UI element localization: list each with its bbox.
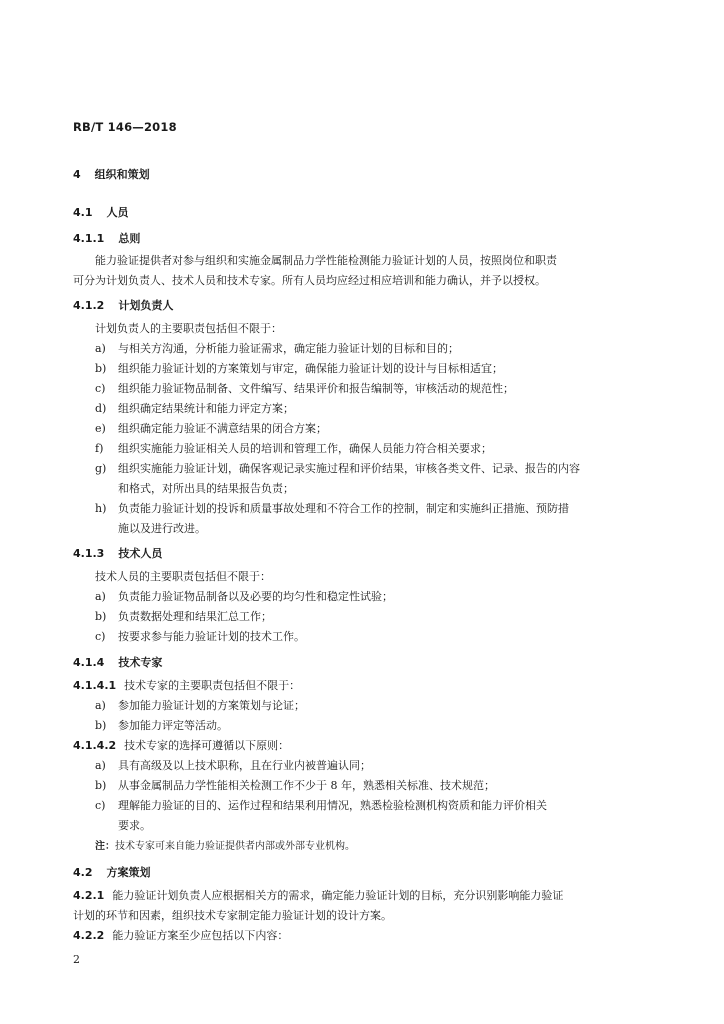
clause-4-1-4-1 [73, 679, 300, 693]
clause-number: 4.2.1 [73, 889, 105, 902]
section-4-1-4-heading [73, 656, 162, 670]
list-intro: 计划负责人的主要职责包括但不限于： [95, 322, 282, 335]
section-title: 技术人员 [118, 547, 163, 560]
list-item: 参加能力评定等活动。 [118, 719, 228, 732]
clause-number: 4.1.4.2 [73, 739, 117, 752]
list-item: 按要求参与能力验证计划的技术工作。 [118, 630, 305, 643]
list-item: 组织确定能力验证不满意结果的闭合方案； [118, 422, 327, 435]
list-item-label: a) [95, 699, 106, 712]
list-item: 具有高级及以上技术职称，且在行业内被普遍认同； [118, 759, 371, 772]
note-label: 注： [95, 841, 115, 852]
section-4-heading [73, 168, 150, 182]
paragraph-line: 能力验证提供者对参与组织和实施金属制品力学性能检测能力验证计划的人员，按照岗位和职责 [95, 254, 557, 267]
list-item: 组织能力验证物品制备、文件编写、结果评价和报告编制等，审核活动的规范性； [118, 382, 514, 395]
list-item: 理解能力验证的目的、运作过程和结果利用情况，熟悉检验检测机构资质和能力评价相关 [118, 799, 547, 812]
paragraph-line: 计划的环节和因素，组织技术专家制定能力验证计划的设计方案。 [73, 909, 392, 922]
section-number: 4 [73, 168, 81, 181]
list-item-label: h) [95, 502, 107, 515]
list-item-label: e) [95, 422, 106, 435]
section-title: 计划负责人 [118, 299, 174, 312]
section-title: 方案策划 [106, 866, 151, 879]
list-item: 参加能力验证计划的方案策划与论证； [118, 699, 305, 712]
section-4-1-3-heading [73, 547, 162, 561]
standard-code: RB/T 146—2018 [73, 120, 177, 134]
paragraph-line: 可分为计划负责人、技术人员和技术专家。所有人员均应经过相应培训和能力确认，并予以授权。 [73, 274, 546, 287]
section-4-1-1-heading [73, 232, 140, 246]
clause-number: 4.2.2 [73, 929, 105, 942]
list-item: 组织实施能力验证相关人员的培训和管理工作，确保人员能力符合相关要求； [118, 442, 492, 455]
clause-4-1-4-2 [73, 739, 289, 753]
list-item-continued: 要求。 [118, 819, 151, 832]
list-item-label: a) [95, 342, 106, 355]
list-item: 从事金属制品力学性能相关检测工作不少于 8 年，熟悉相关标准、技术规范； [118, 779, 495, 792]
page-number: 2 [73, 953, 80, 966]
list-item-continued: 和格式，对所出具的结果报告负责； [118, 482, 294, 495]
list-item-label: c) [95, 382, 106, 395]
section-number: 4.1.3 [73, 547, 105, 560]
list-item: 负责能力验证计划的投诉和质量事故处理和不符合工作的控制，制定和实施纠正措施、预防措 [118, 502, 569, 515]
clause-4-2-1 [73, 889, 563, 903]
list-item: 组织实施能力验证计划，确保客观记录实施过程和评价结果，审核各类文件、记录、报告的内容 [118, 462, 580, 475]
list-item-label: g) [95, 462, 107, 475]
list-item-label: b) [95, 610, 107, 623]
section-4-1-heading [73, 206, 129, 220]
section-title: 人员 [106, 206, 129, 219]
list-item-label: b) [95, 779, 107, 792]
section-number: 4.2 [73, 866, 93, 879]
note [95, 840, 355, 854]
clause-text: 能力验证计划负责人应根据相关方的需求，确定能力验证计划的目标，充分识别影响能力验证 [112, 889, 564, 902]
section-number: 4.1.1 [73, 232, 105, 245]
list-item: 负责数据处理和结果汇总工作； [118, 610, 272, 623]
list-item: 组织确定结果统计和能力评定方案； [118, 402, 294, 415]
list-item-continued: 施以及进行改进。 [118, 522, 206, 535]
list-item-label: f) [95, 442, 104, 455]
list-item: 负责能力验证物品制备以及必要的均匀性和稳定性试验； [118, 590, 393, 603]
section-4-1-2-heading [73, 299, 173, 313]
clause-4-2-2 [73, 929, 288, 943]
clause-text: 技术专家的主要职责包括但不限于： [124, 679, 301, 692]
list-item-label: c) [95, 799, 106, 812]
clause-number: 4.1.4.1 [73, 679, 117, 692]
section-title: 总则 [118, 232, 141, 245]
section-title: 技术专家 [118, 656, 163, 669]
note-text: 技术专家可来自能力验证提供者内部或外部专业机构。 [115, 841, 355, 852]
list-item: 与相关方沟通，分析能力验证需求，确定能力验证计划的目标和目的； [118, 342, 459, 355]
list-item-label: c) [95, 630, 106, 643]
list-item-label: a) [95, 759, 106, 772]
section-number: 4.1.4 [73, 656, 105, 669]
section-number: 4.1.2 [73, 299, 105, 312]
clause-text: 能力验证方案至少应包括以下内容： [112, 929, 289, 942]
list-item-label: d) [95, 402, 107, 415]
list-item-label: b) [95, 719, 107, 732]
section-title: 组织和策划 [94, 168, 150, 181]
section-number: 4.1 [73, 206, 93, 219]
list-intro: 技术人员的主要职责包括但不限于： [95, 570, 271, 583]
list-item: 组织能力验证计划的方案策划与审定，确保能力验证计划的设计与目标相适宜； [118, 362, 503, 375]
list-item-label: b) [95, 362, 107, 375]
list-item-label: a) [95, 590, 106, 603]
section-4-2-heading [73, 866, 151, 880]
clause-text: 技术专家的选择可遵循以下原则： [124, 739, 290, 752]
